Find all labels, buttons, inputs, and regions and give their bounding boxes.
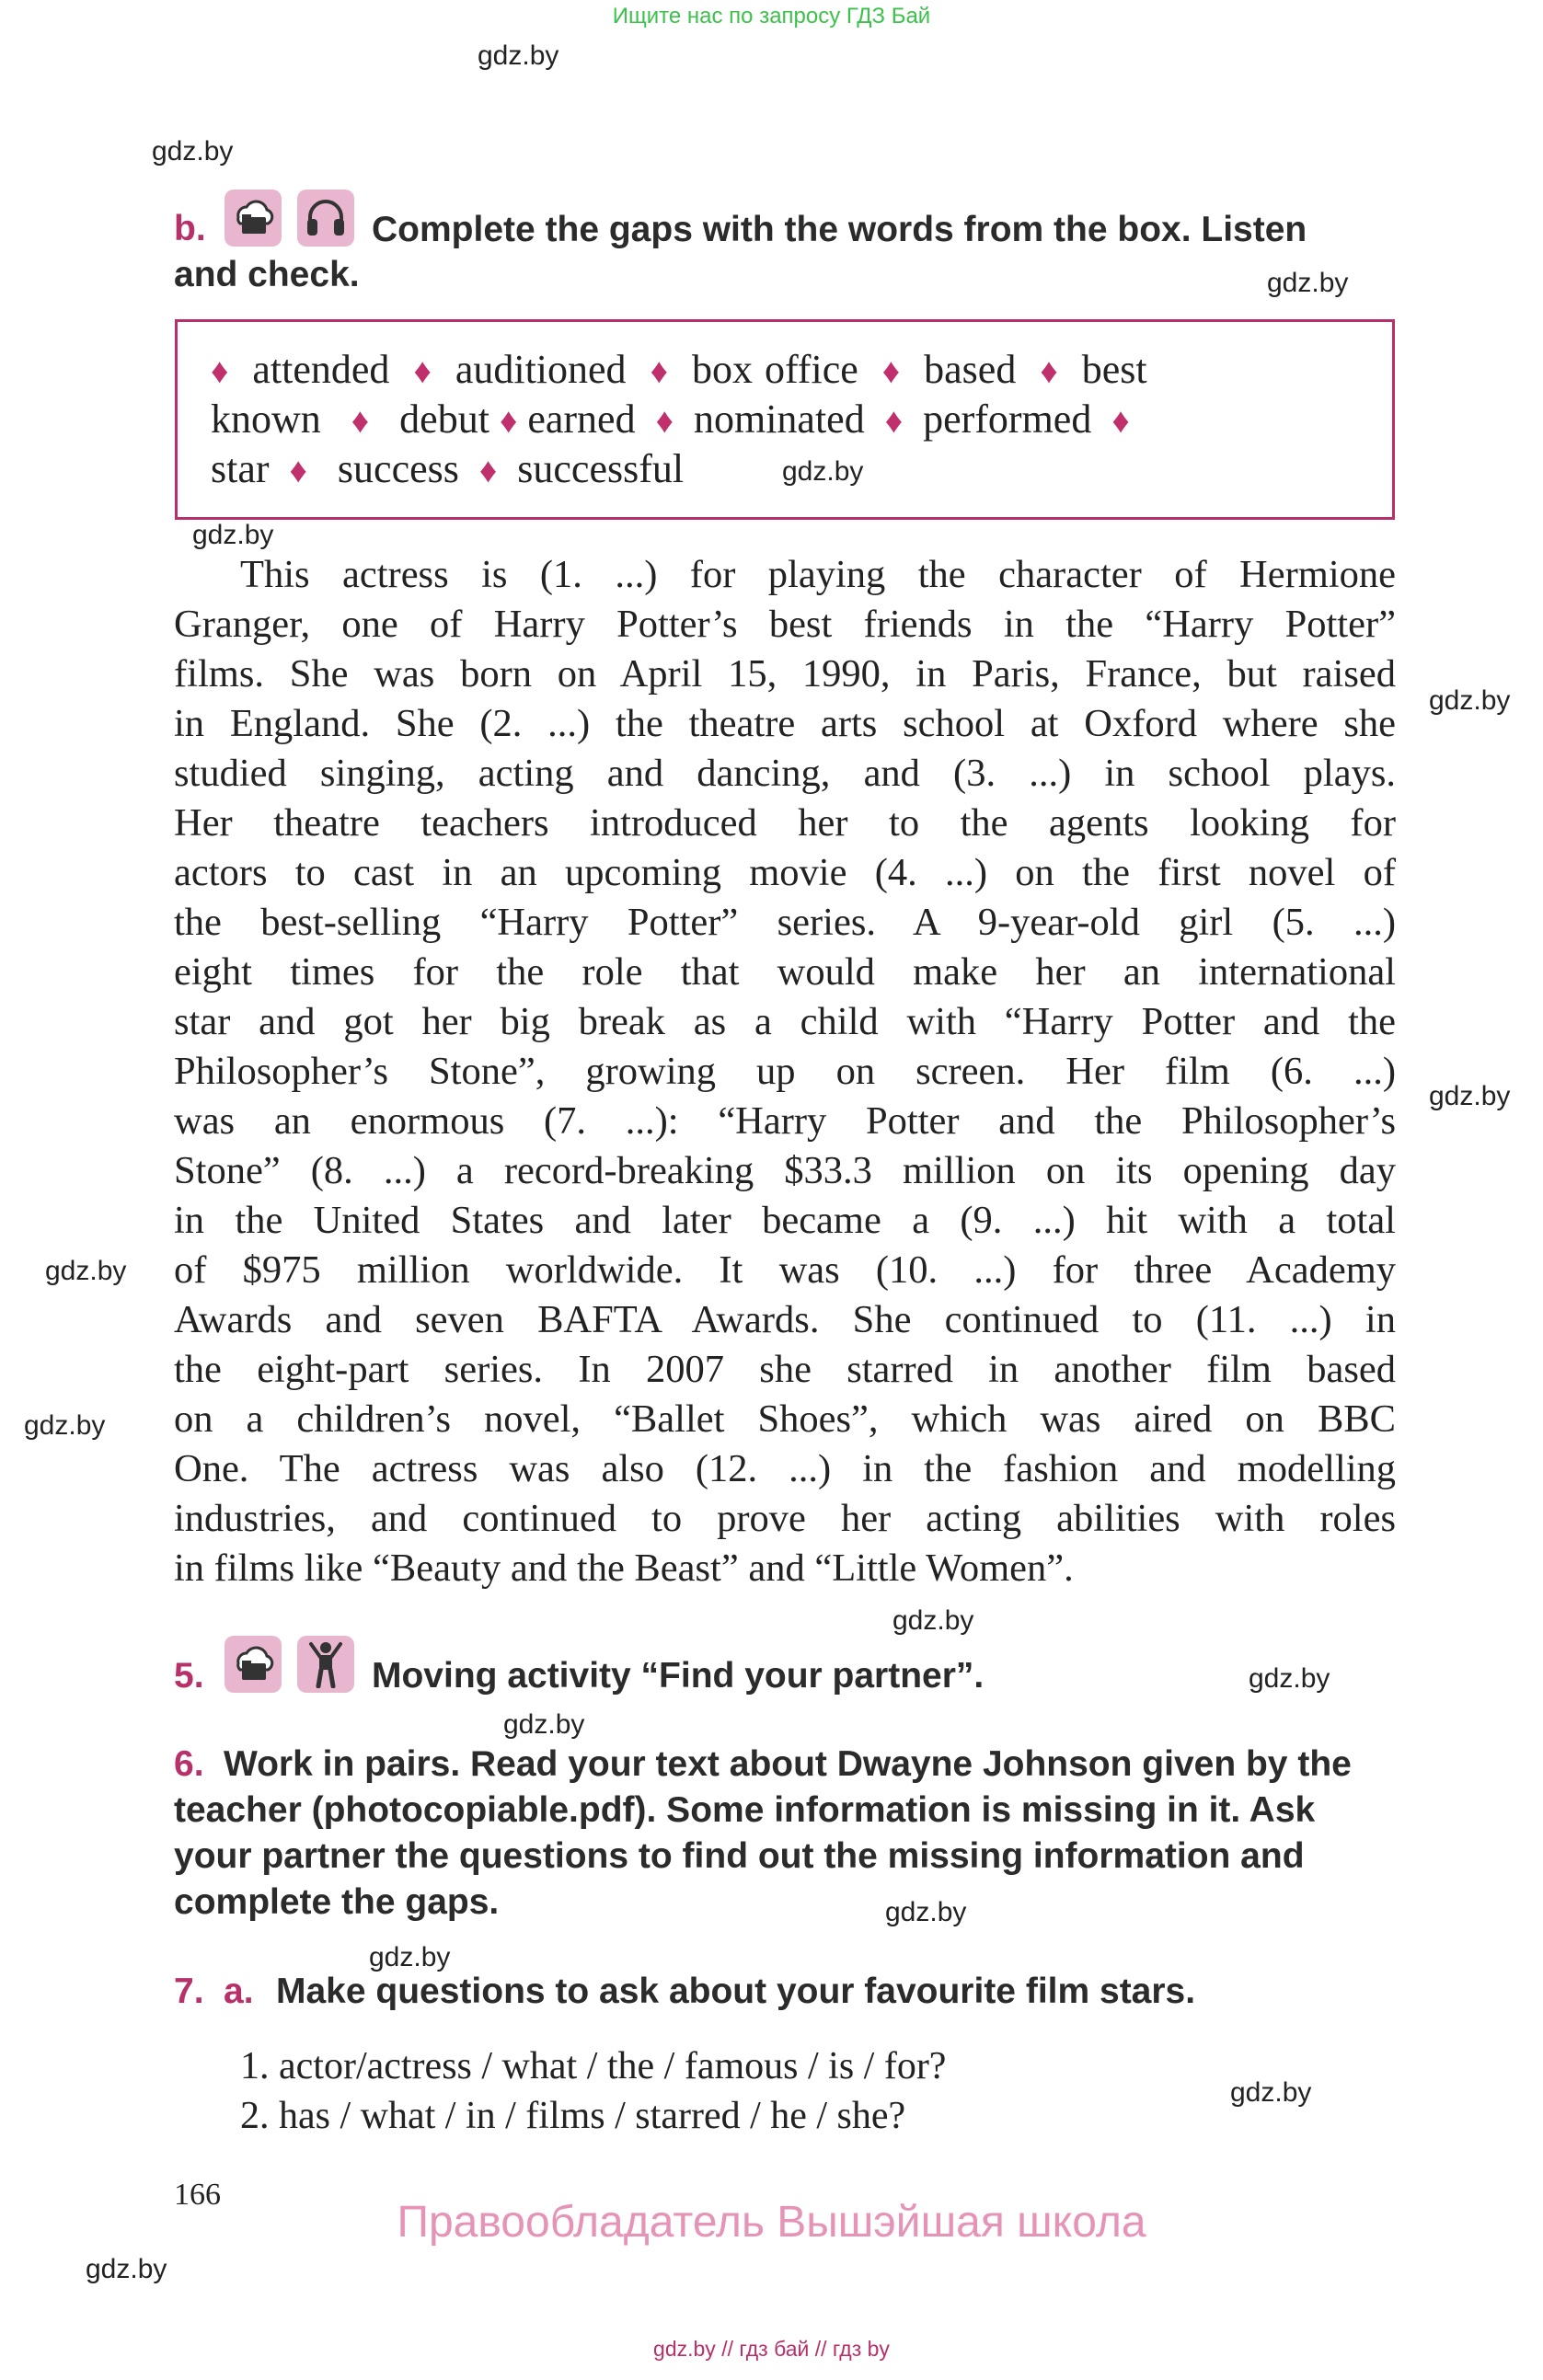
page-number: 166 — [174, 2178, 221, 2212]
word-auditioned: auditioned — [455, 347, 627, 392]
passage-line: Granger, one of Harry Potter’s best friends in the “Harry Potter” — [174, 603, 1396, 646]
word-box — [175, 319, 1395, 520]
passage-line: Philosopher’s Stone”, growing up on screen. Her film (6. ...) — [174, 1050, 1396, 1093]
word-box-line-2: known ♦ debut ♦ earned ♦ nominated ♦ performed ♦ — [211, 397, 1130, 442]
watermark: gdz.by — [1429, 685, 1511, 716]
word-box-office: box office — [691, 347, 858, 392]
watermark: gdz.by — [892, 1605, 974, 1636]
word-best: best — [1081, 347, 1147, 392]
watermark: gdz.by — [1230, 2077, 1312, 2108]
task-7-sublabel: a. — [224, 1972, 254, 2011]
task-b-label: b. — [174, 209, 206, 248]
watermark: gdz.by — [369, 1942, 451, 1972]
watermark: gdz.by — [1429, 1081, 1511, 1111]
watermark: gdz.by — [1267, 268, 1349, 298]
word-box-line-1: ♦ attended ♦ auditioned ♦ box office ♦ based ♦ best — [211, 347, 1147, 392]
passage-line: was an enormous (7. ...): “Harry Potter and the Philosopher’s — [174, 1099, 1396, 1143]
word-attended: attended — [252, 347, 390, 392]
task-6-line1: Work in pairs. Read your text about Dwayne Johnson given by the — [224, 1744, 1352, 1784]
word-based: based — [924, 347, 1017, 392]
task-5-label: 5. — [174, 1656, 204, 1696]
passage-line: industries, and continued to prove her acting abilities with roles — [174, 1497, 1396, 1540]
watermark: gdz.by — [1249, 1663, 1330, 1694]
task-7-item-2: 2. has / what / in / films / starred / he / she? — [240, 2095, 906, 2137]
task-b-instruction-line2: and check. — [174, 255, 360, 294]
passage-line: Awards and seven BAFTA Awards. She continued to (11. ...) in — [174, 1298, 1396, 1341]
top-banner[interactable]: Ищите нас по запросу ГДЗ Бай — [612, 4, 931, 29]
copyright-owner: Правообладатель Вышэйшая школа — [397, 2198, 1146, 2247]
word-star: star — [211, 446, 270, 491]
watermark: gdz.by — [885, 1897, 967, 1927]
word-earned: earned — [527, 397, 636, 442]
passage-line: in the United States and later became a (9. ...) hit with a total — [174, 1199, 1396, 1242]
watermark: gdz.by — [782, 456, 864, 487]
watermark: gdz.by — [152, 136, 234, 167]
folder-cloud-icon — [225, 190, 282, 247]
passage-line: studied singing, acting and dancing, and (3. ...) in school plays. — [174, 752, 1396, 795]
passage-line: actors to cast in an upcoming movie (4. ...) on the first novel of — [174, 851, 1396, 894]
passage-line: Stone” (8. ...) a record-breaking $33.3 million on its opening day — [174, 1149, 1396, 1192]
word-known: known — [211, 397, 321, 442]
task-6-line4: complete the gaps. — [174, 1882, 500, 1922]
word-box-line-3: star ♦ success ♦ successful — [211, 446, 685, 491]
watermark: gdz.by — [24, 1410, 106, 1441]
word-nominated: nominated — [693, 397, 865, 442]
passage-line: in films like “Beauty and the Beast” and “Little Women”. — [174, 1546, 1074, 1590]
watermark: gdz.by — [478, 40, 559, 71]
word-successful: successful — [517, 446, 685, 491]
task-6-line3: your partner the questions to find out the missing information and — [174, 1836, 1305, 1876]
passage-line: films. She was born on April 15, 1990, in Paris, France, but raised — [174, 652, 1396, 696]
task-7-label: 7. — [174, 1972, 204, 2011]
passage — [174, 550, 1396, 1593]
passage-line: This actress is (1. ...) for playing the character of Hermione — [240, 553, 1396, 596]
passage-line: in England. She (2. ...) the theatre arts school at Oxford where she — [174, 702, 1396, 745]
task-b-instruction-line1: Complete the gaps with the words from the box. Listen — [372, 210, 1307, 249]
watermark: gdz.by — [86, 2254, 167, 2284]
passage-line: star and got her big break as a child with “Harry Potter and the — [174, 1000, 1396, 1043]
watermark: gdz.by — [45, 1256, 127, 1286]
word-performed: performed — [923, 397, 1092, 442]
passage-line: One. The actress was also (12. ...) in the fashion and modelling — [174, 1447, 1396, 1490]
passage-line: of $975 million worldwide. It was (10. ...) for three Academy — [174, 1248, 1396, 1292]
watermark: gdz.by — [192, 520, 274, 550]
folder-cloud-icon — [225, 1636, 282, 1693]
task-6-line2: teacher (photocopiable.pdf). Some information is missing in it. Ask — [174, 1790, 1316, 1830]
task-6-label: 6. — [174, 1744, 204, 1784]
passage-line: the best-selling “Harry Potter” series. A 9-year-old girl (5. ...) — [174, 901, 1396, 944]
moving-person-icon — [297, 1636, 354, 1693]
bottom-links[interactable]: gdz.by // гдз бай // гдз by — [653, 2337, 890, 2361]
passage-line: Her theatre teachers introduced her to the agents looking for — [174, 801, 1396, 845]
word-success: success — [337, 446, 459, 491]
task-7-item-1: 1. actor/actress / what / the / famous / is / for? — [240, 2045, 947, 2087]
task-7-instruction: Make questions to ask about your favourite film stars. — [276, 1972, 1196, 2011]
passage-line: on a children’s novel, “Ballet Shoes”, which was aired on BBC — [174, 1397, 1396, 1441]
word-debut: debut — [399, 397, 489, 442]
watermark: gdz.by — [503, 1709, 585, 1740]
task-5-instruction: Moving activity “Find your partner”. — [372, 1656, 985, 1696]
headphones-icon — [297, 190, 354, 247]
passage-line: the eight-part series. In 2007 she starred in another film based — [174, 1348, 1396, 1391]
passage-line: eight times for the role that would make her an international — [174, 950, 1396, 994]
